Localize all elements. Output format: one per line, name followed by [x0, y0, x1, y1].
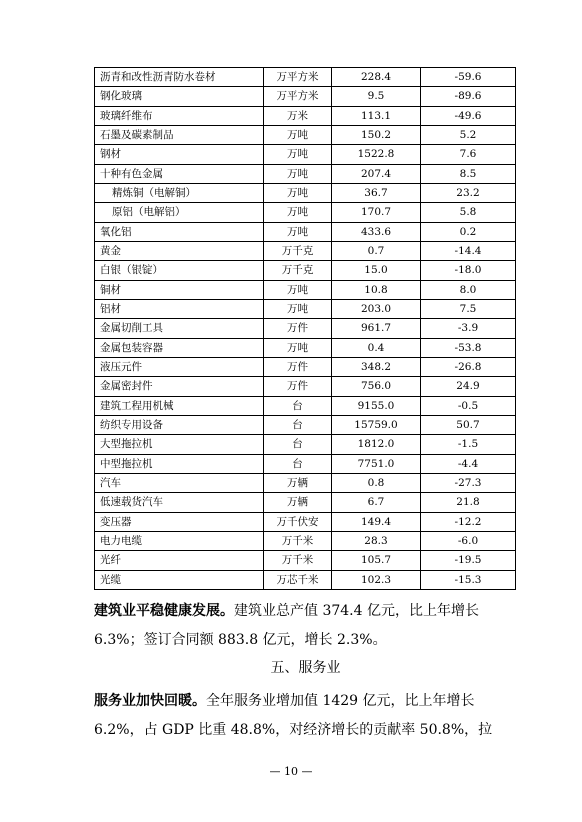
section-heading: 五、服务业 — [270, 660, 341, 676]
cell-change: -6.0 — [421, 531, 516, 550]
cell-name: 钢化玻璃 — [95, 87, 264, 106]
cell-name: 建筑工程用机械 — [95, 396, 264, 415]
table-row — [95, 338, 516, 357]
cell-change: 50.7 — [421, 415, 516, 434]
table-row — [95, 106, 516, 125]
cell-unit: 台 — [264, 454, 332, 473]
cell-value: 961.7 — [332, 319, 421, 338]
cell-change: -53.8 — [421, 338, 516, 357]
cell-change: 5.2 — [421, 125, 516, 144]
cell-unit: 万吨 — [264, 280, 332, 299]
cell-unit: 万辆 — [264, 493, 332, 512]
cell-name: 液压元件 — [95, 357, 264, 376]
cell-name: 中型拖拉机 — [95, 454, 264, 473]
cell-change: -15.3 — [421, 570, 516, 589]
cell-value: 433.6 — [332, 222, 421, 241]
cell-change: 5.8 — [421, 203, 516, 222]
cell-unit: 万千伏安 — [264, 512, 332, 531]
services-paragraph — [94, 687, 517, 745]
table-row — [95, 570, 516, 589]
cell-unit: 万件 — [264, 377, 332, 396]
cell-name: 精炼铜（电解铜） — [95, 183, 264, 202]
table-row — [95, 203, 516, 222]
page-number: — 10 — — [269, 765, 313, 778]
cell-change: -89.6 — [421, 87, 516, 106]
cell-value: 102.3 — [332, 570, 421, 589]
cell-unit: 万辆 — [264, 473, 332, 492]
cell-name: 电力电缆 — [95, 531, 264, 550]
cell-value: 0.7 — [332, 241, 421, 260]
cell-value: 170.7 — [332, 203, 421, 222]
cell-change: -4.4 — [421, 454, 516, 473]
cell-unit: 万吨 — [264, 164, 332, 183]
cell-unit: 万平方米 — [264, 87, 332, 106]
services-heading: 服务业加快回暖。 — [94, 693, 206, 709]
cell-unit: 万吨 — [264, 203, 332, 222]
table-row — [95, 396, 516, 415]
services-text: 全年服务业增加值 1429 亿元，比上年增长 6.2%，占 GDP 比重 48.8%，对经济增长的贡献率 50.8%，拉 — [94, 693, 493, 738]
cell-unit: 万米 — [264, 106, 332, 125]
cell-name: 纺织专用设备 — [95, 415, 264, 434]
cell-change: 23.2 — [421, 183, 516, 202]
cell-value: 6.7 — [332, 493, 421, 512]
cell-name: 汽车 — [95, 473, 264, 492]
cell-value: 228.4 — [332, 68, 421, 87]
cell-value: 756.0 — [332, 377, 421, 396]
cell-value: 203.0 — [332, 299, 421, 318]
cell-name: 金属包装容器 — [95, 338, 264, 357]
cell-change: -3.9 — [421, 319, 516, 338]
cell-value: 105.7 — [332, 551, 421, 570]
cell-name: 十种有色金属 — [95, 164, 264, 183]
table-row — [95, 454, 516, 473]
cell-name: 金属切削工具 — [95, 319, 264, 338]
table-row — [95, 145, 516, 164]
cell-unit: 台 — [264, 396, 332, 415]
cell-unit: 万千米 — [264, 531, 332, 550]
cell-unit: 万吨 — [264, 338, 332, 357]
cell-change: 0.2 — [421, 222, 516, 241]
table-row — [95, 531, 516, 550]
table-row — [95, 377, 516, 396]
cell-unit: 万平方米 — [264, 68, 332, 87]
cell-value: 28.3 — [332, 531, 421, 550]
cell-change: 24.9 — [421, 377, 516, 396]
cell-name: 石墨及碳素制品 — [95, 125, 264, 144]
cell-change: -49.6 — [421, 106, 516, 125]
cell-name: 金属密封件 — [95, 377, 264, 396]
table-row — [95, 357, 516, 376]
table-body — [95, 68, 516, 590]
cell-value: 1522.8 — [332, 145, 421, 164]
cell-name: 铜材 — [95, 280, 264, 299]
cell-name: 铝材 — [95, 299, 264, 318]
table-row — [95, 551, 516, 570]
cell-change: -0.5 — [421, 396, 516, 415]
cell-unit: 台 — [264, 415, 332, 434]
cell-unit: 万吨 — [264, 125, 332, 144]
cell-value: 15759.0 — [332, 415, 421, 434]
cell-name: 白银（银锭） — [95, 261, 264, 280]
cell-change: -18.0 — [421, 261, 516, 280]
cell-name: 光纤 — [95, 551, 264, 570]
cell-change: -59.6 — [421, 68, 516, 87]
table-row — [95, 473, 516, 492]
cell-value: 10.8 — [332, 280, 421, 299]
table-row — [95, 222, 516, 241]
table-row — [95, 493, 516, 512]
cell-name: 黄金 — [95, 241, 264, 260]
table-row — [95, 261, 516, 280]
cell-unit: 万吨 — [264, 222, 332, 241]
cell-name: 低速载货汽车 — [95, 493, 264, 512]
cell-name: 氧化铝 — [95, 222, 264, 241]
table-row — [95, 299, 516, 318]
construction-paragraph — [94, 597, 517, 655]
cell-value: 15.0 — [332, 261, 421, 280]
table-row — [95, 183, 516, 202]
cell-value: 113.1 — [332, 106, 421, 125]
cell-change: -14.4 — [421, 241, 516, 260]
cell-value: 9.5 — [332, 87, 421, 106]
cell-value: 9155.0 — [332, 396, 421, 415]
construction-text: 建筑业总产值 374.4 亿元，比上年增长 6.3%；签订合同额 883.8 亿元，增长 2.3%。 — [94, 603, 479, 648]
cell-value: 7751.0 — [332, 454, 421, 473]
cell-value: 1812.0 — [332, 435, 421, 454]
cell-name: 沥青和改性沥青防水卷材 — [95, 68, 264, 87]
cell-unit: 万吨 — [264, 145, 332, 164]
cell-change: 21.8 — [421, 493, 516, 512]
cell-name: 玻璃纤维布 — [95, 106, 264, 125]
cell-name: 原铝（电解铝） — [95, 203, 264, 222]
cell-value: 149.4 — [332, 512, 421, 531]
table-row — [95, 164, 516, 183]
construction-heading: 建筑业平稳健康发展。 — [94, 603, 234, 619]
cell-change: 7.6 — [421, 145, 516, 164]
cell-unit: 万吨 — [264, 183, 332, 202]
cell-change: 8.0 — [421, 280, 516, 299]
cell-value: 150.2 — [332, 125, 421, 144]
cell-change: 7.5 — [421, 299, 516, 318]
cell-name: 钢材 — [95, 145, 264, 164]
cell-name: 光缆 — [95, 570, 264, 589]
cell-unit: 万芯千米 — [264, 570, 332, 589]
cell-change: -27.3 — [421, 473, 516, 492]
cell-change: -12.2 — [421, 512, 516, 531]
table-row — [95, 87, 516, 106]
cell-unit: 万千米 — [264, 551, 332, 570]
table-row — [95, 125, 516, 144]
table-row — [95, 280, 516, 299]
cell-change: -1.5 — [421, 435, 516, 454]
cell-unit: 万千克 — [264, 261, 332, 280]
cell-change: 8.5 — [421, 164, 516, 183]
product-output-table — [94, 67, 516, 590]
cell-unit: 台 — [264, 435, 332, 454]
cell-unit: 万千克 — [264, 241, 332, 260]
table-row — [95, 319, 516, 338]
table-row — [95, 512, 516, 531]
cell-value: 207.4 — [332, 164, 421, 183]
cell-value: 348.2 — [332, 357, 421, 376]
table-row — [95, 241, 516, 260]
cell-value: 36.7 — [332, 183, 421, 202]
cell-name: 变压器 — [95, 512, 264, 531]
cell-unit: 万件 — [264, 319, 332, 338]
cell-change: -26.8 — [421, 357, 516, 376]
table-row — [95, 435, 516, 454]
cell-change: -19.5 — [421, 551, 516, 570]
cell-unit: 万件 — [264, 357, 332, 376]
table-row — [95, 68, 516, 87]
table-row — [95, 415, 516, 434]
cell-unit: 万吨 — [264, 299, 332, 318]
cell-value: 0.4 — [332, 338, 421, 357]
cell-name: 大型拖拉机 — [95, 435, 264, 454]
cell-value: 0.8 — [332, 473, 421, 492]
